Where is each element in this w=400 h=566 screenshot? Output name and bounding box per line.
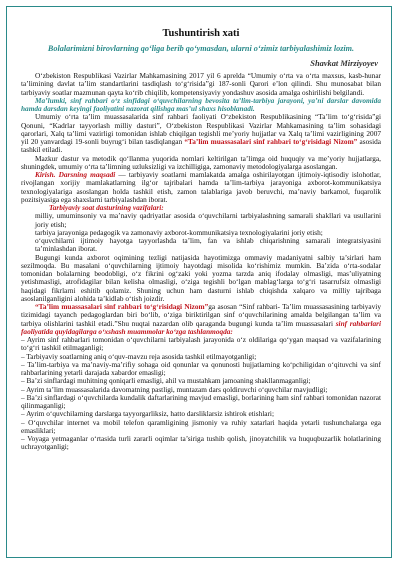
- problems-heading: sinf rahbarlari faoliyatida quyidagilarga o‘xshash muammolar ko‘zga tashlanmoqda:: [21, 318, 382, 336]
- task-item: milliy, umuminsoniy va ma’naviy qadriyatlar asosida o‘quvchilarni tarbiyalashning samarali shakllari va usullarini joriy etish;: [35, 211, 381, 229]
- problem-item: – Ayrim o‘quvchilarning darslarga tayyorgarliksiz, hatto darsliklarsiz ishtirok etishlari;: [21, 409, 274, 419]
- paragraph: Mazkur dastur va metodik qo‘llanma yuqorida nomlari keltirilgan ta’limga oid huquqiy va me’yoriy hujjatlarga, shuningdek, umumiy o‘rta ta’limning uzluksizligi va izchilligiga, zamonaviy metodologiyalarga asoslangan.: [21, 153, 381, 171]
- problem-item: – O‘quvchilar internet va mobil telefon qaramligining jismoniy va ruhiy xatarlari haqida yetarli tushunchalarga ega emasliklari;: [21, 417, 381, 435]
- task-item: tarbiya jarayoniga pedagogik va zamonaviy axborot-kommunikatsiya texnologiyalarini joriy etish;: [35, 227, 323, 237]
- intro-heading: Kirish. Darsning maqsadi: [35, 170, 116, 179]
- epigraph: Bolalarimizni birovlarning qo‘liga berib qo‘ymasdan, ularni o‘zimiz tarbiyalashimiz lozim.: [47, 44, 355, 53]
- paragraph: Kirish. Darsning maqsadi — tarbiyaviy soatlarni mamlakatda amalga oshirilayotgan ijtimoiy-iqtisodiy islohotlar, rivojlangan xorijiy mamlakatlarning ilg‘or tajribalari hamda ta’lim-tarbiya jarayoniga axborot-kommunikatsiya texnologiyalariga asoslangan holda tashkil etish, zamon talablariga javob beruvchi, ma’naviy barkamol, fuqarolik pozitsiyasiga ega shaxslarni tarbiyalashdan iborat.: [21, 170, 381, 204]
- paragraph: Umumiy o‘rta ta’lim muassasalarida sinf rahbari faoliyati O‘zbekiston Respublikasining “Ta’lim to‘g‘risida”gi Qonuni, “Kadrlar tayyorlash milliy dasturi”, O‘zbekiston Respublikasi Vazirlar Mahkamasining ta’lim sohasidagi qarorlari, Xalq ta’limi vazirligi tomonidan ishlab chiqilgan tegishli me’yoriy hujjatlar va Xalq ta’limi vazirligining 2007 yil 20 yanvardagi 19-sonli buyrug‘i bilan tasdiqlangan “Ta’lim muassasalari sinf rahbari to‘g‘risidagi Nizom” asosida tashkil etiladi.: [21, 112, 381, 155]
- paragraph: Bugungi kunda axborot oqimining tezligi natijasida hayotimizga ommaviy madaniyatni salbiy ta’sirlari ham sezilmoqda. Bu masalani o‘quvchilarning ijtimoiy hayotdagi misolida ko‘rishimiz mumkin. Ba’zida o‘rta-sodalar tomonidan bolalarning beodobligi, o‘z fikrini og‘zaki yoki yozma tarzda aniq ifodalay olmasligi, mas’uliyatning yetishmasligi, atrofidagilar bilan kelisha olmasligi, o‘ziga tegishli bo‘lgan mablag‘larga to‘g‘ri tasarrufsiz olmasligi haqidagi fikrlarni eshitib qolamiz. Shuning uchun ham dasturni ishlab chiqishda xalqaro va milliy tajribaga asoslanilganligini alohida ta’kidlab o‘tish joizdir.: [21, 252, 381, 303]
- problem-item: – Voyaga yetmaganlar o‘rtasida turli zararli oqimlar ta’siriga tushib qolish, jinoyatchilik va huquqbuzarlik holatlarining uchrayotganligi;: [21, 434, 381, 452]
- problem-item: – Ayrim ta’lim muassasalarida davomatning pastligi, muntazam dars qoldiruvchi o‘quvchilar mavjudligi;: [21, 384, 328, 394]
- document-body: [21, 72, 381, 452]
- nizom-reference: “Ta’lim muassasalari sinf rahbari to‘g‘risidagi Nizom”: [35, 302, 209, 311]
- paragraph: “Ta’lim muassasalari sinf rahbari to‘g‘risidagi Nizom”ga asosan “Sinf rahbari- Ta’lim muassasasining tarbiyaviy tizimidagi tayanch pedagoglardan biri bo‘lib, o‘ziga biriktirilgan sinf o‘quvchilarining amalda belgilangan ta’lim va tarbiya olishlarini tashkil etadi.”Shu nuqtai nazardan olib qaraganda bugungi kunda ta’lim muassasalari sinf rahbarlari faoliyatida quyidagilarga o‘xshash muammolar ko‘zga tashlanmoqda:: [21, 302, 382, 336]
- problem-item: – Ba’zi sinflardagi muhitning qoniqarli emasligi, ahil va mustahkam jamoaning shakllanmaganligi;: [21, 376, 311, 386]
- nizom-reference: “Ta’lim muassasalari sinf rahbari to‘g‘risidagi Nizom”: [184, 137, 358, 146]
- task-item: o‘quvchilarni ijtimoiy hayotga tayyorlashda ta’lim, fan va ishlab chiqarishning samarali integratsiyasini ta’minlashdan iborat.: [35, 236, 381, 254]
- problem-item: – Ayrim sinf rahbarlari tomonidan o‘quvchilarni tarbiyalash jarayonida o‘z oldilariga qo‘ygan maqsad va vazifalarining to‘g‘ri tashkil etilmaganligi;: [21, 335, 381, 353]
- epigraph-author: Shavkat Mirziyoyev: [310, 59, 378, 68]
- paragraph: O‘zbekiston Respublikasi Vazirlar Mahkamasining 2017 yil 6 aprelda “Umumiy o‘rta va o‘rta maxsus, kasb-hunar ta’limining davlat ta’lim standartlarini tasdiqlash to‘g‘risida”gi 187-sonli Qarori e’lon qilindi. Shu munosabat bilan tarbiyaviy soatlar mazmunan qayta ko‘rib chiqilib, kompetensiyaviy yondashuv asosida amalga oshirilishi belgilandi.: [21, 71, 381, 97]
- problem-item: – Tarbiyaviy soatlarning aniq o‘quv-mavzu reja asosida tashkil etilmayotganligi;: [21, 351, 257, 361]
- page-border: [6, 6, 392, 558]
- problem-item: – Ba’zi sinflardagi o‘quvchilarda kundalik daftarlarining mavjud emasligi, borlarining ham sinf rahbari tomonidan nazorat qilinmaganligi;: [21, 392, 381, 410]
- problem-item: – Ta’lim-tarbiya va ma’naviy-ma’rifiy sohaga oid qonunlar va qonunosti hujjatlarning ko‘pchiligidan o‘qituvchi va sinf rahbarlarining yetarli darajada xabardor emasligi;: [21, 359, 381, 377]
- document-content: [21, 27, 381, 452]
- tasks-heading: Tarbiyaviy soat dasturining vazifalari:: [49, 203, 164, 212]
- document-title: Tushuntirish xati: [162, 28, 240, 39]
- highlight-paragraph: Ma’lumki, sinf rahbari o‘z sinfidagi o‘quvchilarning bevosita ta’lim-tarbiya jarayoni, ya’ni darslar davomida hamda darsdan keyingi faoliyatini nazorat qilishga mas’ul shaxs hisoblanadi.: [21, 95, 381, 113]
